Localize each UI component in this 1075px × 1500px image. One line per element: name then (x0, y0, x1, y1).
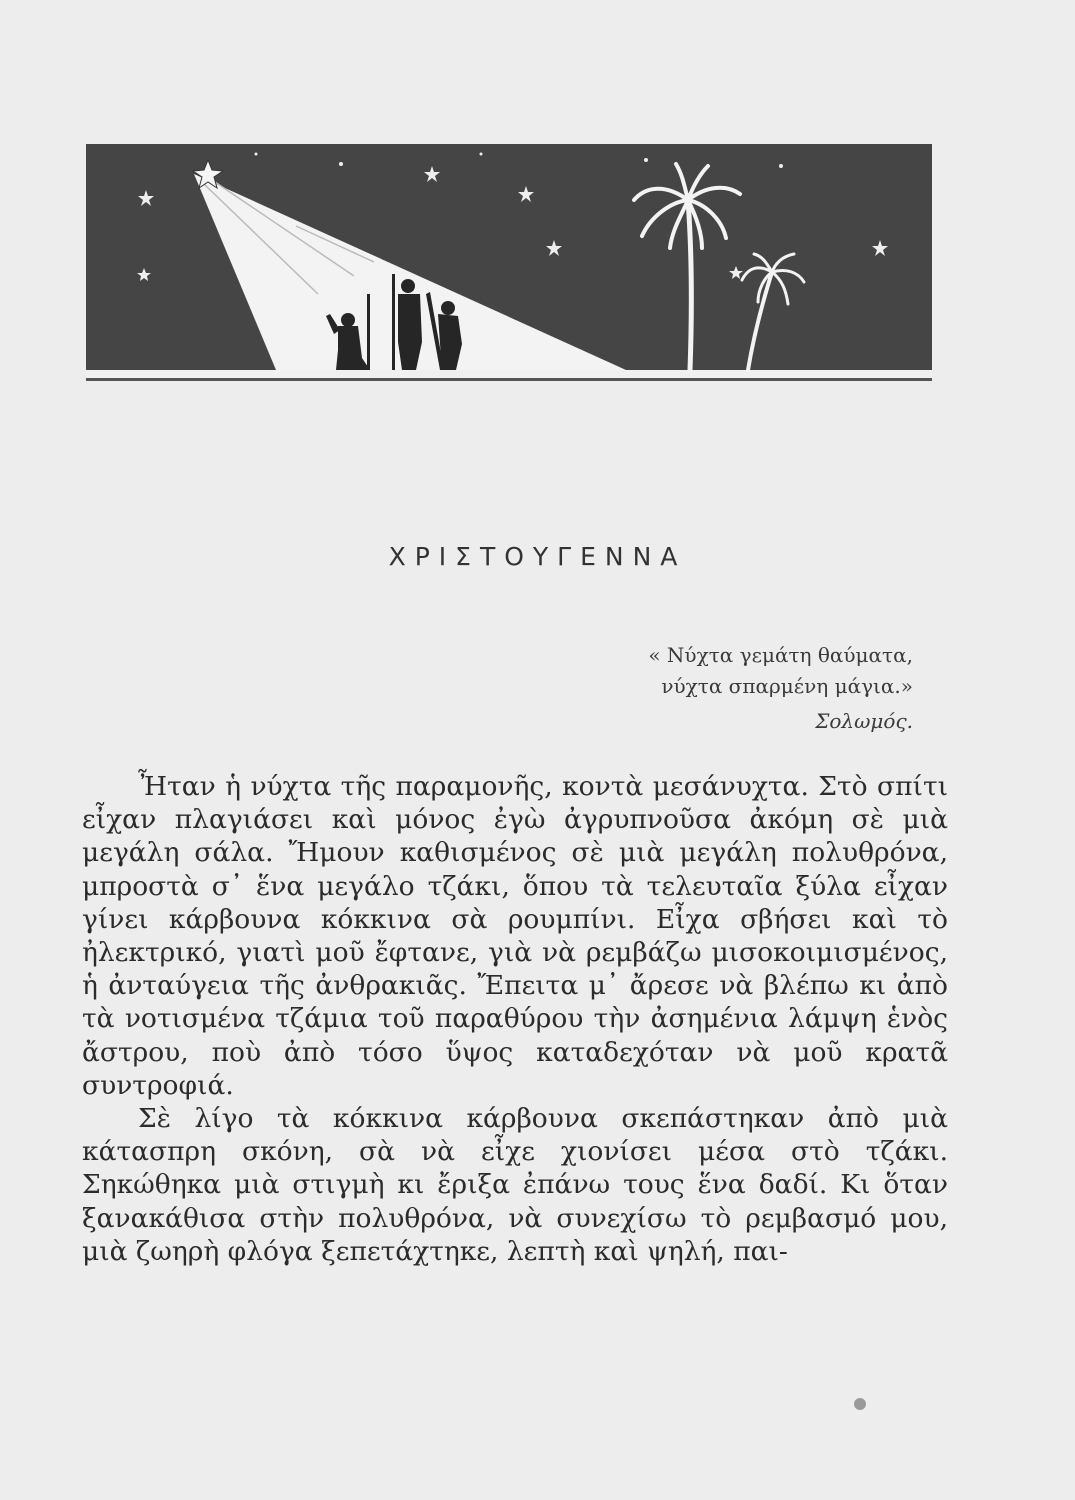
body-text (82, 770, 948, 1268)
page-mark (854, 1398, 866, 1410)
ground-line (86, 370, 932, 378)
shepherd-staff (392, 274, 395, 370)
star-icon (644, 158, 648, 162)
star-icon (339, 162, 343, 166)
shepherd-staff (367, 294, 370, 370)
standing-shepherd (398, 294, 422, 370)
paragraph: Σὲ λίγο τὰ κόκκινα κάρβουνα σκεπάστηκαν ἀπὸ μιὰ κάτασπρη σκόνη, σὰ νὰ εἶχε χιονίσει μέσα στὸ τζάκι. Σηκώθηκα μιὰ στιγμὴ κι ἔριξα ἐπάνω τους ἕνα δαδί. Κι ὅταν ξανακάθισα στὴν πολυθρόνα, νὰ συνεχίσω τὸ ρεμβασμό μου, μιὰ ζωηρὴ φλόγα ξεπετάχτηκε, λεπτὴ καὶ ψηλή, παι- (82, 1103, 948, 1267)
shepherd-head (401, 279, 415, 293)
epigraph-line-1: « Νύχτα γεμάτη θαύματα, (648, 643, 913, 667)
star-icon (480, 153, 483, 156)
epigraph-author: Σολωμός. (815, 709, 913, 733)
epigraph-line-2: νύχτα σπαρμένη μάγια.» (661, 674, 913, 698)
epigraph (648, 640, 913, 737)
star-icon (779, 164, 783, 168)
page-title: ΧΡΙΣΤΟΥΓΕΝΝΑ (388, 542, 687, 571)
shepherd-head (341, 313, 355, 327)
star-icon (255, 153, 258, 156)
night-scene-svg (86, 144, 932, 384)
ground-shadow (86, 378, 932, 381)
paragraph: Ἦταν ἡ νύχτα τῆς παραμονῆς, κοντὰ μεσάνυχτα. Στὸ σπίτι εἶχαν πλαγιάσει καὶ μόνος ἐγὼ ἀγρυπνοῦσα ἀκόμη σὲ μιὰ μεγάλη σάλα. Ἤμουν καθισμένος σὲ μιὰ μεγάλη πολυθρόνα, μπροστὰ σ᾿ ἕνα μεγάλο τζάκι, ὅπου τὰ τελευταῖα ξύλα εἶχαν γίνει κάρβουνα κόκκινα σὰ ρουμπίνι. Εἶχα σβήσει καὶ τὸ ἠλεκτρικό, γιατὶ μοῦ ἔφτανε, γιὰ νὰ ρεμβάζω μισοκοιμισμένος, ἡ ἀνταύγεια τῆς ἀνθρακιᾶς. Ἔπειτα μ᾿ ἄρεσε νὰ βλέπω κι ἀπὸ τὰ νοτισμένα τζάμια τοῦ παραθύρου τὴν ἀσημένια λάμψη ἑνὸς ἄστρου, ποὺ ἀπὸ τόσο ὕψος καταδεχόταν νὰ μοῦ κρατᾶ συντροφιά. (82, 771, 948, 1101)
nativity-illustration (86, 144, 932, 384)
shepherd-head (441, 301, 455, 315)
